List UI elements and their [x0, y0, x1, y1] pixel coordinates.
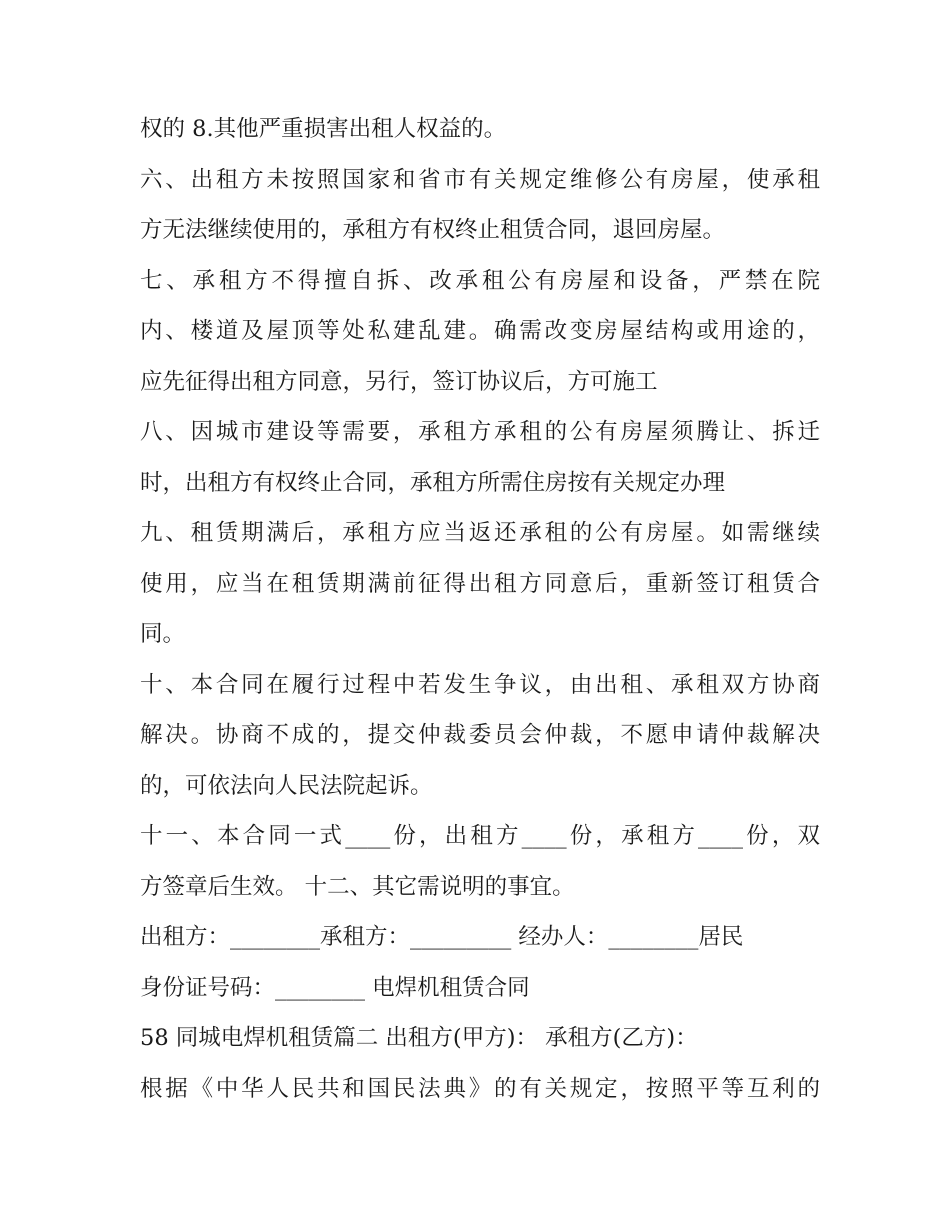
text-line: 权的 8.其他严重损害出租人权益的。: [140, 116, 507, 142]
text-line: 十、本合同在履行过程中若发生争议，由出租、承租双方协商: [140, 671, 820, 698]
text-line: 内、楼道及屋顶等处私建乱建。确需改变房屋结构或用途的，: [140, 318, 820, 344]
text-line: 时，出租方有权终止合同，承租方所需住房按有关规定办理: [140, 469, 726, 496]
text-line: 解决。协商不成的，提交仲裁委员会仲裁，不愿申请仲裁解决: [140, 722, 820, 748]
text-line: 出租方：________承租方：_________ 经办人：________居民: [140, 924, 744, 950]
text-line: 根据《中华人民共和国民法典》的有关规定，按照平等互利的: [140, 1075, 820, 1102]
text-line: 应先征得出租方同意，另行，签订协议后，方可施工: [140, 368, 658, 395]
text-line: 八、因城市建设等需要，承租方承租的公有房屋须腾让、拆迁: [140, 419, 820, 445]
text-line: 方签章后生效。 十二、其它需说明的事宜。: [140, 873, 575, 900]
text-line: 58 同城电焊机租赁篇二 出租方(甲方)： 承租方(乙方)：: [140, 1025, 698, 1051]
text-line: 方无法继续使用的，承租方有权终止租赁合同，退回房屋。: [140, 217, 726, 243]
text-line: 使用，应当在租赁期满前征得出租方同意后，重新签订租赁合: [140, 570, 820, 597]
text-line: 十一、本合同一式____份，出租方____份，承租方____份，双: [140, 823, 820, 849]
text-line: 的，可依法向人民法院起诉。: [140, 772, 433, 799]
text-line: 同。: [140, 621, 186, 647]
text-line: 九、租赁期满后，承租方应当返还承租的公有房屋。如需继续: [140, 520, 820, 546]
text-line: 七、承租方不得擅自拆、改承租公有房屋和设备，严禁在院: [140, 267, 820, 294]
text-line: 身份证号码：________ 电焊机租赁合同: [140, 974, 530, 1001]
contract-text: [140, 104, 820, 1114]
text-line: 六、出租方未按照国家和省市有关规定维修公有房屋，使承租: [140, 166, 820, 193]
